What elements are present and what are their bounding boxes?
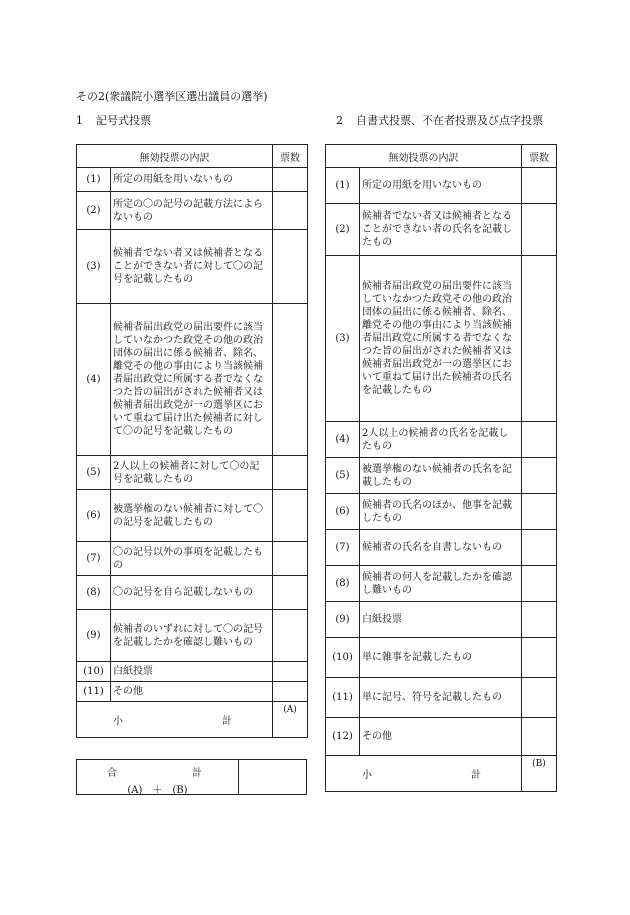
subtotal-label-b: 計 [471, 770, 481, 781]
row-category-text: 所定の用紙を用いないもの [111, 168, 273, 192]
right-row-9 [326, 602, 557, 638]
row-count-cell[interactable] [273, 542, 308, 576]
row-category-text: 所定の〇の記号の記載方法によらないもの [111, 192, 273, 230]
row-number: (4) [77, 304, 111, 456]
row-count-cell[interactable] [273, 682, 308, 702]
row-count-cell[interactable] [522, 168, 557, 204]
left-invalid-ballot-table [76, 144, 308, 738]
row-category-text: 白紙投票 [360, 602, 522, 638]
right-row-7 [326, 530, 557, 566]
grand-total-count-cell[interactable] [239, 760, 306, 794]
right-invalid-ballot-table [325, 144, 557, 792]
right-row-4 [326, 422, 557, 458]
right-row-11 [326, 678, 557, 718]
right-row-3 [326, 256, 557, 422]
left-section-title: 記号式投票 [96, 114, 151, 127]
row-number: (4) [326, 422, 360, 458]
page-subtitle: その2(衆議院小選挙区選出議員の選挙) [76, 90, 268, 103]
row-number: (3) [77, 230, 111, 304]
row-number: (1) [326, 168, 360, 204]
row-category-text: 〇の記号以外の事項を記載したもの [111, 542, 273, 576]
row-category-text: 2人以上の候補者の氏名を記載したもの [360, 422, 522, 458]
row-category-text: その他 [360, 718, 522, 756]
row-number: (8) [77, 576, 111, 610]
left-row-8 [77, 576, 308, 610]
count-header: 票数 [273, 145, 308, 168]
row-number: (9) [77, 610, 111, 662]
row-count-cell[interactable] [522, 530, 557, 566]
right-row-12 [326, 718, 557, 756]
row-category-text: 所定の用紙を用いないもの [360, 168, 522, 204]
row-category-text: 候補者のいずれに対して〇の記号を記載したかを確認し難いもの [111, 610, 273, 662]
row-count-cell[interactable] [273, 610, 308, 662]
row-category-text: 白紙投票 [111, 662, 273, 682]
row-category-text: 被選挙権のない候補者の氏名を記載したもの [360, 458, 522, 494]
row-number: (3) [326, 256, 360, 422]
right-section-title: 自書式投票、不在者投票及び点字投票 [356, 114, 543, 127]
row-count-cell[interactable] [273, 304, 308, 456]
count-header: 票数 [522, 145, 557, 168]
row-count-cell[interactable] [273, 230, 308, 304]
row-category-text: 候補者でない者又は候補者となることができない者に対して〇の記号を記載したもの [111, 230, 273, 304]
subtotal-mark: (A) [283, 705, 297, 715]
left-row-11 [77, 682, 308, 702]
row-number: (9) [326, 602, 360, 638]
row-count-cell[interactable] [273, 490, 308, 542]
total-formula: (A) ＋ (B) [127, 785, 188, 796]
row-count-cell[interactable] [522, 718, 557, 756]
row-number: (11) [77, 682, 111, 702]
right-row-10 [326, 638, 557, 678]
subtotal-label-b: 計 [222, 716, 232, 727]
row-number: (1) [77, 168, 111, 192]
total-label-a: 合 [107, 768, 117, 779]
row-number: (10) [326, 638, 360, 678]
left-row-3 [77, 230, 308, 304]
row-count-cell[interactable] [522, 458, 557, 494]
subtotal-mark: (B) [532, 759, 546, 769]
right-section-heading [336, 112, 543, 128]
row-number: (11) [326, 678, 360, 718]
row-category-text: 被選挙権のない候補者に対して〇の記号を記載したもの [111, 490, 273, 542]
right-row-2 [326, 204, 557, 256]
left-subtotal-row [77, 702, 308, 738]
subtotal-label-a: 小 [362, 770, 372, 781]
row-count-cell[interactable] [522, 422, 557, 458]
left-row-10 [77, 662, 308, 682]
row-category-text: 候補者の氏名のほか、他事を記載したもの [360, 494, 522, 530]
subtotal-count-cell[interactable] [522, 756, 557, 792]
grand-total-label [77, 760, 239, 794]
row-count-cell[interactable] [522, 638, 557, 678]
row-number: (12) [326, 718, 360, 756]
row-category-text: 候補者でない者又は候補者となることができない者の氏名を記載したもの [360, 204, 522, 256]
total-label-b: 計 [192, 768, 202, 779]
right-row-6 [326, 494, 557, 530]
subtotal-label-a: 小 [113, 716, 123, 727]
row-count-cell[interactable] [273, 662, 308, 682]
subtotal-label [77, 702, 273, 738]
row-count-cell[interactable] [522, 494, 557, 530]
row-number: (6) [77, 490, 111, 542]
row-count-cell[interactable] [273, 456, 308, 490]
subtotal-count-cell[interactable] [273, 702, 308, 738]
right-section-number: 2 [336, 114, 343, 127]
right-row-8 [326, 566, 557, 602]
row-category-text: 単に雑事を記載したもの [360, 638, 522, 678]
left-section-heading [76, 112, 151, 128]
row-number: (7) [77, 542, 111, 576]
left-row-6 [77, 490, 308, 542]
row-count-cell[interactable] [273, 168, 308, 192]
row-category-text: 2人以上の候補者に対して〇の記号を記載したもの [111, 456, 273, 490]
row-number: (10) [77, 662, 111, 682]
row-count-cell[interactable] [273, 576, 308, 610]
row-category-text: 候補者の氏名を自書しないもの [360, 530, 522, 566]
left-row-1 [77, 168, 308, 192]
grand-total-box [76, 759, 307, 795]
row-category-text: 候補者届出政党の届出要件に該当していなかつた政党その他の政治団体の届出に係る候補者、除名、離党その他の事由により当該候補者届出政党に所属する者でなくなつた旨の届出がされた候補者又は候補者届出政党が一の選挙区において重ねて届け出た候補者の氏名を記載したもの [360, 256, 522, 422]
left-row-4 [77, 304, 308, 456]
left-section-number: 1 [76, 114, 83, 127]
row-category-text: 〇の記号を自ら記載しないもの [111, 576, 273, 610]
row-number: (2) [77, 192, 111, 230]
row-number: (5) [326, 458, 360, 494]
left-row-7 [77, 542, 308, 576]
row-count-cell[interactable] [522, 204, 557, 256]
row-count-cell[interactable] [522, 256, 557, 422]
row-count-cell[interactable] [522, 602, 557, 638]
left-row-2 [77, 192, 308, 230]
right-subtotal-row [326, 756, 557, 792]
row-number: (8) [326, 566, 360, 602]
right-row-5 [326, 458, 557, 494]
row-category-text: その他 [111, 682, 273, 702]
row-number: (6) [326, 494, 360, 530]
row-number: (5) [77, 456, 111, 490]
row-category-text: 候補者届出政党の届出要件に該当していなかつた政党その他の政治団体の届出に係る候補者、除名、離党その他の事由により当該候補者届出政党に所属する者でなくなつた旨の届出がされた候補者又は候補者届出政党が一の選挙区において重ねて届け出た候補者に対して〇の記号を記載したもの [111, 304, 273, 456]
category-header: 無効投票の内訳 [326, 145, 522, 168]
row-count-cell[interactable] [522, 678, 557, 718]
category-header: 無効投票の内訳 [77, 145, 273, 168]
row-count-cell[interactable] [273, 192, 308, 230]
left-row-9 [77, 610, 308, 662]
subtotal-label [326, 756, 522, 792]
row-number: (7) [326, 530, 360, 566]
row-category-text: 単に記号、符号を記載したもの [360, 678, 522, 718]
row-number: (2) [326, 204, 360, 256]
row-category-text: 候補者の何人を記載したかを確認し難いもの [360, 566, 522, 602]
right-row-1 [326, 168, 557, 204]
left-row-5 [77, 456, 308, 490]
row-count-cell[interactable] [522, 566, 557, 602]
